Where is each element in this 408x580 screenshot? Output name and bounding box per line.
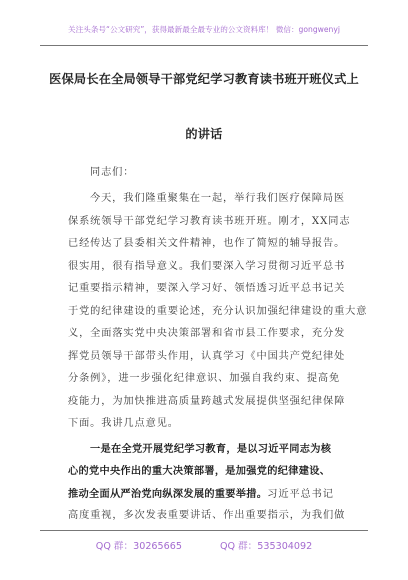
- paragraph-1-line: 下面。我讲几点意见。: [68, 418, 179, 429]
- footer-qq-group-1: QQ 群：30265665: [95, 541, 182, 552]
- paragraph-1-line: 很实用，很有指导意义。我们要深入学习贯彻习近平总书: [68, 260, 346, 272]
- paragraph-2-bold-run: 推动全面从严治党向纵深发展的重要举措。: [68, 487, 268, 500]
- paragraph-1-line: 今天，我们隆重聚集在一起，举行我们医疗保障局医: [90, 193, 346, 204]
- footer: [40, 538, 368, 552]
- header-banner: 关注头条号“公文研究”，获得最新最全最专业的公文资料库！ 微信：gongwenyj: [68, 25, 340, 34]
- paragraph-1-line: 义，全面落实党中央决策部署和省市县工作要求，充分发: [68, 328, 346, 339]
- footer-divider: [40, 530, 368, 531]
- salutation: 同志们：: [90, 167, 135, 178]
- paragraph-2-normal-run: 习近平总书记: [267, 488, 334, 500]
- footer-qq-group-2: QQ 群：535304092: [219, 541, 313, 552]
- paragraph-2-bold-line: 一是在全党开展党纪学习教育，是以习近平同志为核: [90, 442, 332, 455]
- header-divider: [40, 45, 368, 46]
- document-title-line-2: 的讲话: [185, 127, 223, 141]
- paragraph-1-line: 疫能力，为加快推进高质量跨越式发展提供坚强纪律保障: [68, 395, 346, 407]
- paragraph-2-mixed-line: [68, 487, 340, 502]
- document-title-line-1: 医保局长在全局领导干部党纪学习教育读书班开班仪式上: [49, 72, 359, 86]
- paragraph-1-line: 挥党员领导干部带头作用，认真学习《中国共产党纪律处: [68, 350, 346, 362]
- paragraph-2-line: 高度重视，多次发表重要讲话、作出重要指示，为我们做: [68, 510, 346, 521]
- paragraph-1-line: 保系统领导干部党纪学习教育读书班开班。刚才，XX同志: [68, 215, 351, 227]
- paragraph-1-line: 已经传达了县委相关文件精神，也作了简短的辅导报告。: [68, 238, 346, 249]
- paragraph-1-line: 于党的纪律建设的重要论述，充分认识加强纪律建设的重大意: [68, 305, 368, 317]
- paragraph-1-line: 记重要指示精神，要深入学习好、领悟透习近平总书记关: [68, 283, 346, 294]
- paragraph-2-bold-line: 心的党中央作出的重大决策部署，是加强党的纪律建设、: [68, 465, 331, 477]
- paragraph-1-line: 分条例》，进一步强化纪律意识、加强自我约束、提高免: [68, 373, 341, 384]
